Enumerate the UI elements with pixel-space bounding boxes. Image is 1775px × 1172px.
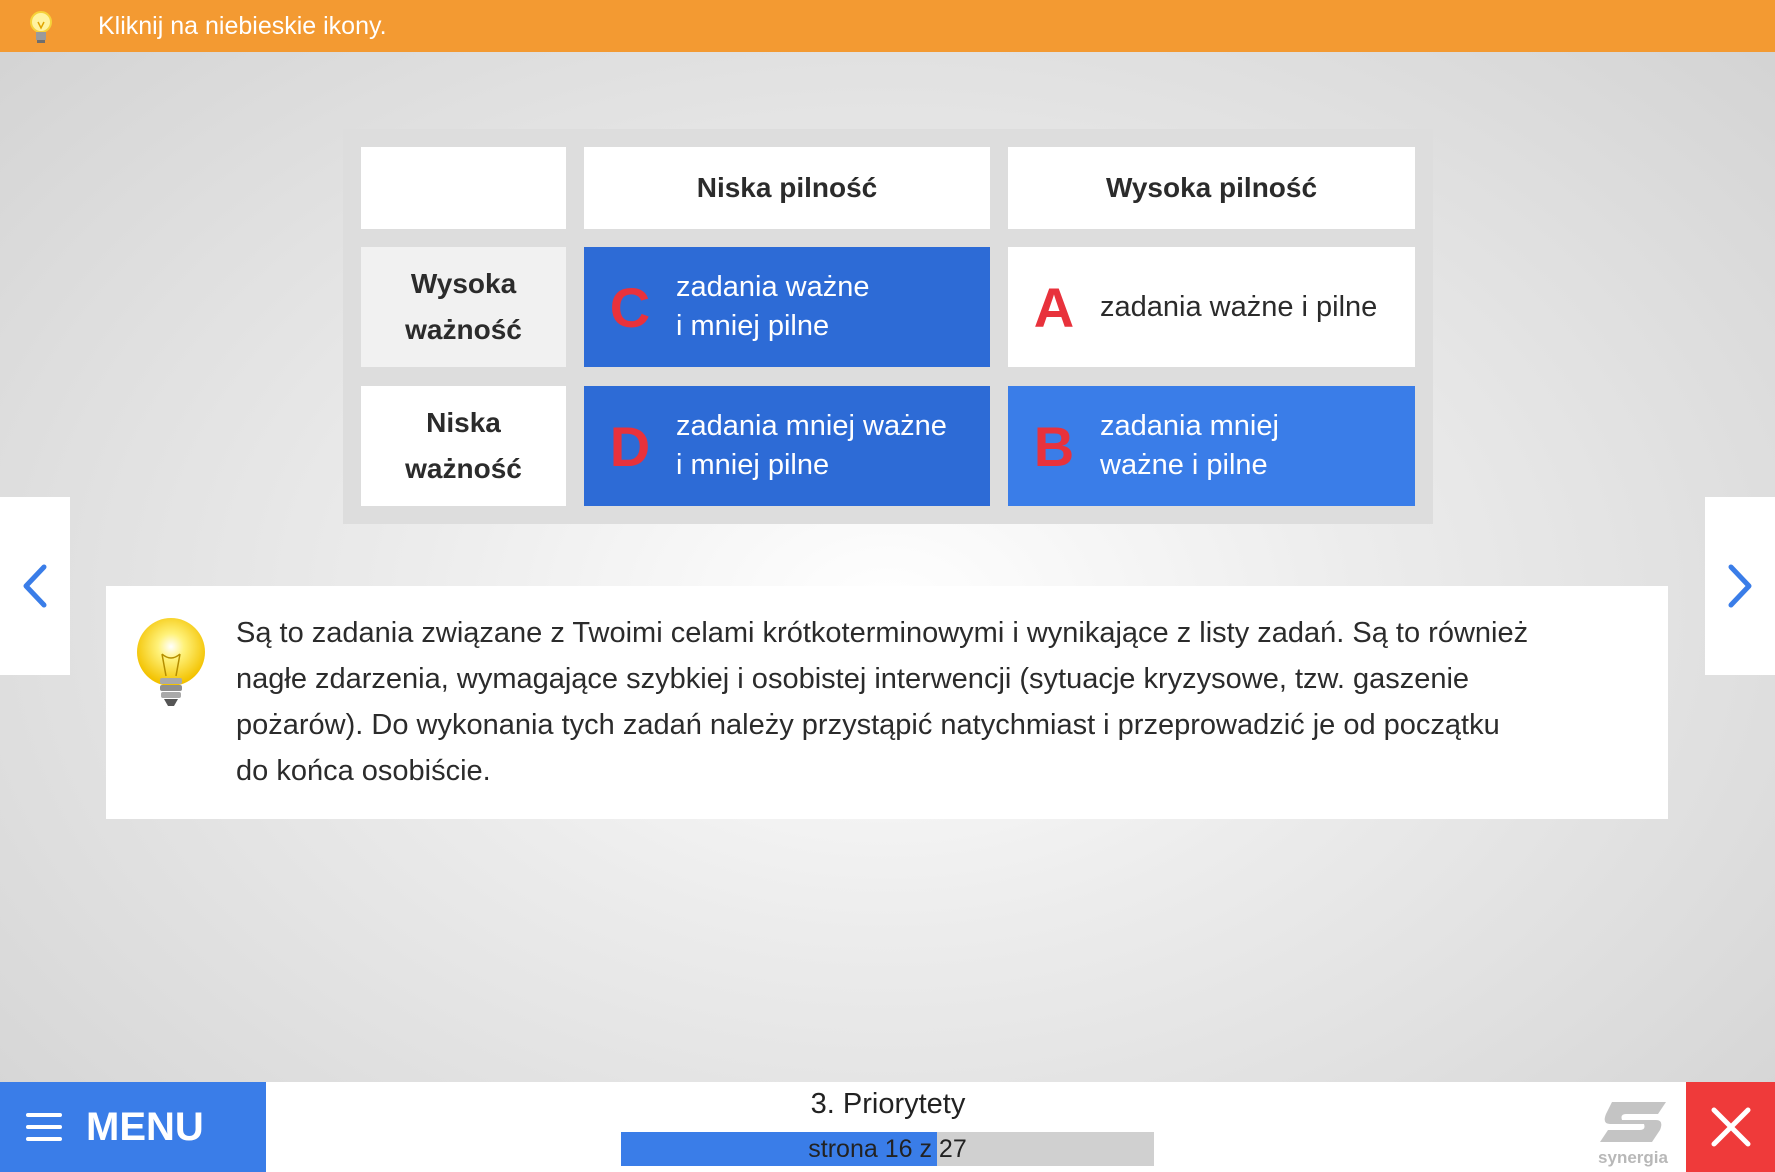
close-button[interactable] [1686,1082,1775,1172]
hint-text: Kliknij na niebieskie ikony. [98,12,387,40]
chevron-right-icon [1725,563,1755,609]
info-box [106,586,1668,819]
quadrant-letter: B [1033,414,1075,478]
chevron-left-icon [20,563,50,609]
lightbulb-icon [132,614,210,712]
quadrant-a [1008,247,1415,367]
row-header-line: ważność [405,453,522,484]
quadrant-d-button[interactable] [584,386,990,506]
prev-page-button[interactable] [0,497,70,675]
quadrant-label [1100,288,1377,327]
page-counter: strona 16 z 27 [808,1135,967,1163]
info-line: Są to zadania związane z Twoimi celami krótkoterminowymi i wynikające z listy zadań. Są to również [236,617,1529,649]
quadrant-label-line: zadania mniej ważne [676,410,947,442]
lightbulb-icon [26,8,56,46]
info-line: do końca osobiście. [236,755,491,787]
quadrant-label-line: zadania ważne i pilne [1100,290,1378,323]
quadrant-label [676,268,869,346]
info-text [236,610,1646,794]
quadrant-letter: D [609,414,651,478]
hamburger-icon [26,1109,62,1145]
quadrant-b-button[interactable] [1008,386,1415,506]
chapter-title: 3. Priorytety [810,1088,966,1120]
row-header-line: Niska [426,407,501,438]
close-icon [1710,1106,1752,1148]
hint-bar [0,0,1775,52]
bottom-bar [0,1082,1775,1172]
priority-matrix [343,129,1433,524]
menu-button[interactable] [0,1082,266,1172]
info-line: nagłe zdarzenia, wymagające szybkiej i osobistej interwencji (sytuacje kryzysowe, tzw. gaszenie [236,663,1470,695]
quadrant-label [676,407,947,485]
synergia-logo-icon [1596,1092,1670,1152]
row-header-high-importance [361,247,566,367]
info-line: pożarów). Do wykonania tych zadań należy przystąpić natychmiast i przeprowadzić je od początku [236,709,1500,741]
quadrant-label-line: zadania ważne [676,271,870,303]
quadrant-label-line: i mniej pilne [676,449,830,481]
col-header-high-urgency: Wysoka pilność [1008,147,1415,229]
col-header-low-urgency: Niska pilność [584,147,990,229]
matrix-corner-cell [361,147,566,229]
row-header-line: ważność [405,314,522,345]
quadrant-label-line: i mniej pilne [676,310,830,342]
quadrant-c-button[interactable] [584,247,990,367]
quadrant-label-line: zadania mniej [1100,410,1279,442]
synergia-logo [1596,1092,1670,1166]
next-page-button[interactable] [1705,497,1775,675]
page-progress-bar [621,1132,1154,1166]
menu-label: MENU [86,1104,204,1149]
row-header-line: Wysoka [410,268,517,299]
logo-text: synergia [1598,1148,1668,1167]
quadrant-label [1100,407,1279,485]
quadrant-letter: C [609,275,651,339]
quadrant-letter: A [1033,275,1075,339]
row-header-low-importance [361,386,566,506]
quadrant-label-line: ważne i pilne [1100,449,1268,481]
